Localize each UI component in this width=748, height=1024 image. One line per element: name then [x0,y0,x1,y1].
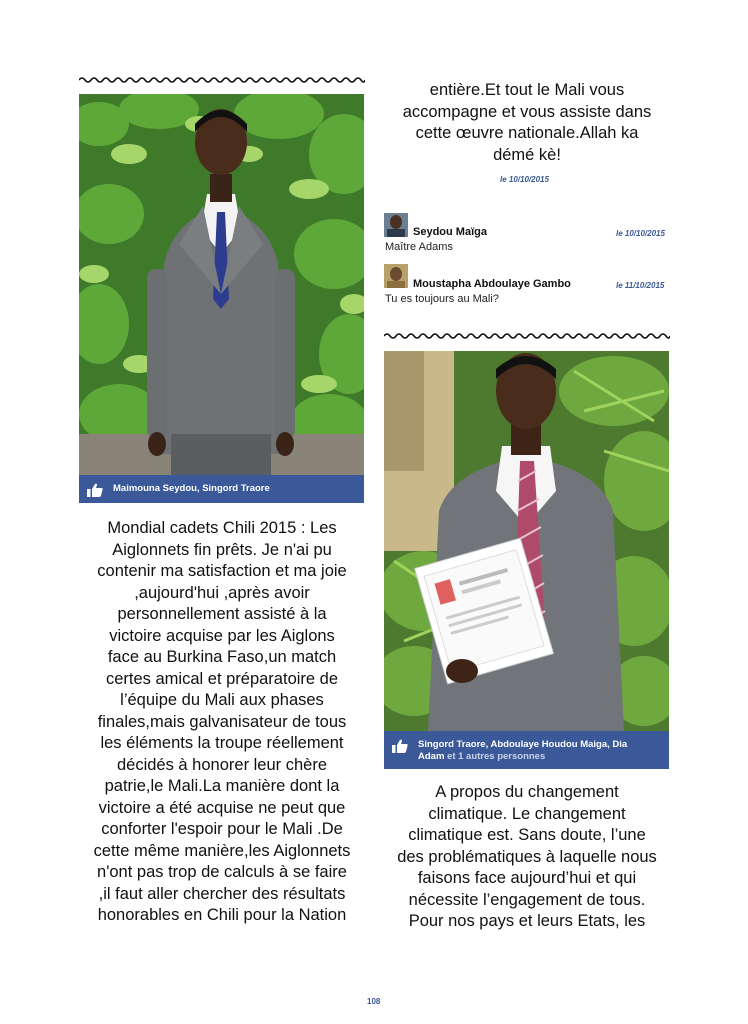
post-date: le 10/10/2015 [500,175,549,184]
article-text-right-top [380,80,674,166]
text-line: l’équipe du Mali aux phases [120,691,324,709]
text-line: démé kè! [493,145,561,164]
text-line: nécessite l’engagement de tous. [408,890,646,909]
likes-others-count[interactable]: et 1 autres personnes [444,751,546,762]
thumbs-up-icon[interactable] [87,483,103,497]
text-line: entière.Et tout le Mali vous [429,81,625,99]
photo-man-gray-suit-garden[interactable] [79,94,364,475]
text-line: conforter l'espoir pour le Mali .De [101,820,343,838]
text-line: personnellement assisté à la [117,605,327,623]
wavy-divider-right [384,332,670,340]
text-line: ,aujourd'hui ,après avoir [134,583,310,602]
text-line: climatique. Le changement [428,804,626,823]
text-line: cette œuvre nationale.Allah ka [415,124,639,142]
text-line: A propos du changement [435,783,619,801]
article-text-left [74,518,370,927]
avatar[interactable] [384,213,408,237]
likes-names[interactable]: Adam [418,751,445,762]
text-line: contenir ma satisfaction et ma joie [97,562,347,580]
text-line: victoire a été acquise ne peut que [98,798,346,817]
text-line: victoire acquise par les Aiglons [109,626,335,645]
comment-text: Tu es toujours au Mali? [385,293,499,305]
text-line: accompagne et vous assiste dans [402,102,652,121]
like-bar-right[interactable] [384,731,669,769]
page-number: 108 [367,997,381,1006]
avatar[interactable] [384,264,408,288]
text-line: des problématiques à laquelle nous [397,847,657,866]
text-line: honorables en Chili pour la Nation [97,906,347,924]
article-text-right [380,782,674,933]
text-line: faisons face aujourd’hui et qui [417,869,637,887]
text-line: ,il faut aller chercher des résultats [98,884,346,903]
text-line: face au Burkina Faso,un match [107,648,337,666]
like-bar-left[interactable] [79,475,364,503]
comment-date: le 11/10/2015 [616,281,665,290]
thumbs-up-icon[interactable] [392,739,408,753]
photo-man-with-certificate[interactable] [384,351,669,731]
commenter-name[interactable]: Moustapha Abdoulaye Gambo [413,278,571,290]
commenter-name[interactable]: Seydou Maïga [413,226,487,238]
text-line: Mondial cadets Chili 2015 : Les [107,519,337,537]
text-line: Aiglonnets fin prêts. Je n'ai pu [112,540,332,559]
text-line: Pour nos pays et leurs Etats, les [408,912,646,930]
text-line: n'ont pas trop de calculs à se faire [97,863,347,881]
likes-names[interactable]: Singord Traore, Abdoulaye Houdou Maiga, Dia [418,739,628,750]
comment-text: Maître Adams [385,241,453,253]
text-line: certes amical et préparatoire de [105,669,339,688]
text-line: décidés à honorer leur chère [116,755,328,774]
text-line: les éléments la troupe réellement [100,734,344,752]
text-line: finales,mais galvanisateur de tous [97,712,347,731]
text-line: cette même manière,les Aiglonnets [93,841,351,860]
comment-date: le 10/10/2015 [616,229,665,238]
text-line: climatique est. Sans doute, l’une [408,826,646,844]
text-line: patrie,le Mali.La manière dont la [104,777,340,795]
wavy-divider-left [79,76,365,84]
likes-names[interactable]: Maimouna Seydou, Singord Traore [113,483,270,494]
